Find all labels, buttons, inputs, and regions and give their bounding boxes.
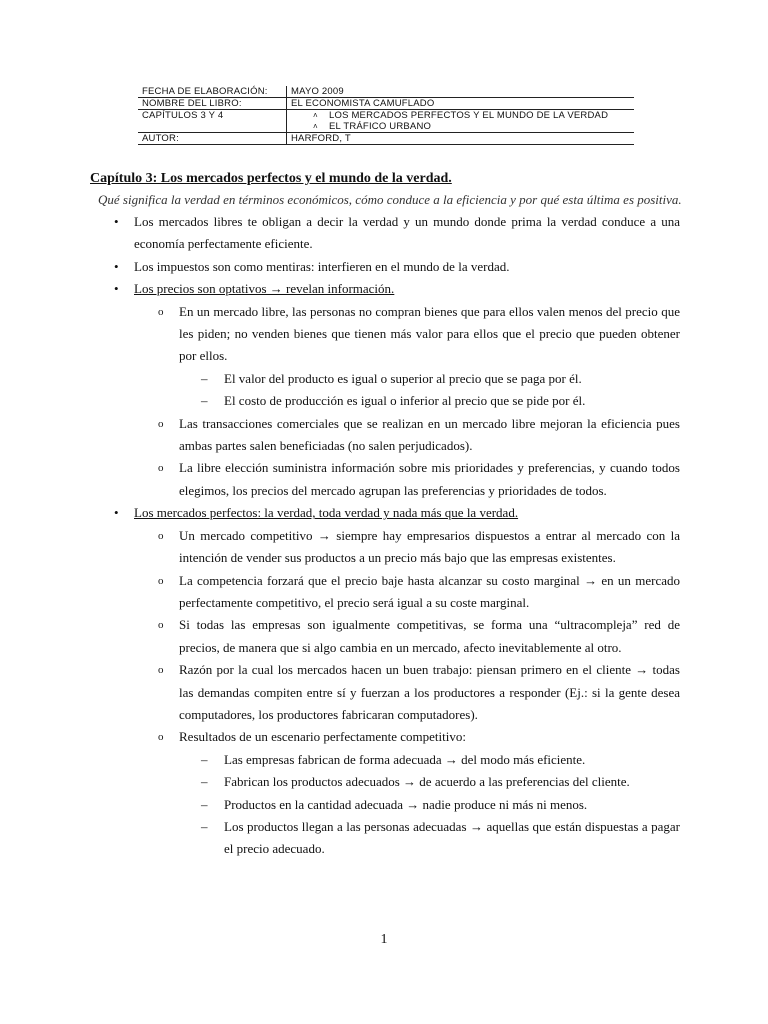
list-item (0, 278, 768, 300)
list-item (0, 614, 768, 659)
libro-value: EL ECONOMISTA CAMUFLADO (287, 98, 635, 110)
header-row-libro (138, 98, 634, 110)
circle-marker: o (158, 574, 164, 587)
circle-marker: o (158, 462, 164, 475)
circle-marker: o (158, 305, 164, 318)
bullet-marker: • (114, 258, 119, 274)
list-item (0, 570, 768, 615)
dash-marker: – (201, 774, 208, 790)
header-row-autor (138, 133, 634, 145)
list-item-text: Resultados de un escenario perfectamente competitivo: (179, 729, 466, 745)
list-item-text: Los precios son optativos → revelan información. (134, 281, 395, 297)
list-item-text: El valor del producto es igual o superior al precio que se paga por él. (224, 370, 582, 386)
list-item (0, 457, 768, 502)
list-item (0, 502, 768, 524)
list-item (0, 211, 768, 256)
list-item-text: El costo de producción es igual o inferior al precio que se pide por él. (224, 393, 586, 409)
list-item (0, 301, 768, 368)
list-item (0, 390, 768, 412)
capitulo-3-entry (291, 110, 634, 121)
autor-label: AUTOR: (138, 133, 287, 145)
bullet-marker: • (114, 214, 119, 229)
header-table (138, 86, 634, 145)
list-item (0, 726, 768, 748)
list-item-text: Productos en la cantidad adecuada → nadie produce ni más ni menos. (224, 796, 588, 812)
circle-marker: o (158, 417, 164, 430)
list-item-text: Los mercados perfectos: la verdad, toda verdad y nada más que la verdad. (134, 505, 519, 521)
capitulo-3-title: LOS MERCADOS PERFECTOS Y EL MUNDO DE LA VERDAD (329, 110, 609, 121)
list-item-text: Los mercados libres te obligan a decir la verdad y un mundo donde prima la verdad conduce a una economía perfectamente eficiente. (134, 214, 680, 252)
circle-marker: o (158, 619, 164, 632)
bullet-marker: • (114, 281, 119, 297)
autor-value: HARFORD, T (287, 133, 635, 145)
guiding-question: Qué significa la verdad en términos económicos, cómo conduce a la eficiencia y por qué esta última es positiva. (98, 192, 682, 207)
list-item (0, 794, 768, 816)
list-item-text: Razón por la cual los mercados hacen un buen trabajo: piensan primero en el cliente → todas las demandas compiten entre sí y fuerzan a los productores a responder (Ej.: si la gente desea computadores, los productores fabricaran computadores). (179, 662, 680, 722)
dash-marker: – (201, 818, 208, 834)
circle-marker: o (158, 529, 164, 542)
list-item-text: Fabrican los productos adecuados → de acuerdo a las preferencias del cliente. (224, 774, 630, 790)
dash-marker: – (201, 370, 208, 386)
list-item (0, 749, 768, 771)
list-item-text: Las empresas fabrican de forma adecuada → del modo más eficiente. (224, 751, 586, 767)
circle-marker: o (158, 731, 164, 744)
dash-marker: – (201, 796, 208, 812)
list-item (0, 525, 768, 570)
chapter-title: Capítulo 3: Los mercados perfectos y el mundo de la verdad. (90, 171, 452, 186)
list-item (0, 816, 768, 861)
list-item (0, 413, 768, 458)
page-number: 1 (380, 932, 388, 947)
list-item-text: En un mercado libre, las personas no compran bienes que para ellos valen menos del precio que les piden; no venden bienes que tienen más valor para ellos que el precio que pueden obtener por ellos. (179, 303, 680, 364)
triangle-bullet-icon: ˄ (313, 122, 318, 131)
dash-marker: – (201, 751, 208, 767)
list-item-text: Si todas las empresas son igualmente competitivas, se forma una “ultracompleja” red de precios, de manera que si algo cambia en un mercado, afecto inevitablemente al otro. (179, 617, 680, 655)
list-item-text: La competencia forzará que el precio baje hasta alcanzar su costo marginal → en un mercado perfectamente competitivo, el precio será igual a su coste marginal. (179, 572, 680, 610)
list-item-text: Las transacciones comerciales que se realizan en un mercado libre mejoran la eficiencia pues ambas partes salen beneficiadas (no salen perjudicados). (179, 415, 680, 454)
list-item-text: Un mercado competitivo → siempre hay empresarios dispuestos a entrar al mercado con la intención de vender sus productos a un precio más bajo que las empresas existentes. (179, 527, 680, 566)
libro-label: NOMBRE DEL LIBRO: (142, 98, 242, 109)
dash-marker: – (201, 393, 208, 409)
list-item-text: Los impuestos son como mentiras: interfieren en el mundo de la verdad. (134, 258, 510, 274)
list-item-text: Los productos llegan a las personas adecuadas → aquellas que están dispuestas a pagar el precio adecuado. (224, 818, 680, 857)
header-row-fecha (138, 86, 634, 98)
fecha-value: MAYO 2009 (287, 86, 635, 98)
capitulo-4-title: EL TRÁFICO URBANO (329, 121, 432, 132)
bullet-marker: • (114, 505, 119, 521)
circle-marker: o (158, 664, 164, 677)
list-item (0, 771, 768, 793)
triangle-bullet-icon: ˄ (313, 111, 318, 120)
list-item (0, 368, 768, 390)
list-item (0, 659, 768, 726)
list-item (0, 256, 768, 278)
capitulos-label: CAPÍTULOS 3 Y 4 (138, 110, 287, 133)
fecha-label: FECHA DE ELABORACIÓN: (138, 86, 287, 98)
notes-list (0, 211, 768, 861)
list-item-text: La libre elección suministra información sobre mis prioridades y preferencias, y cuando todos elegimos, los precios del mercado agrupan las preferencias y prioridades de todos. (179, 460, 680, 498)
capitulo-4-entry (291, 121, 634, 132)
header-row-capitulos (138, 110, 634, 133)
